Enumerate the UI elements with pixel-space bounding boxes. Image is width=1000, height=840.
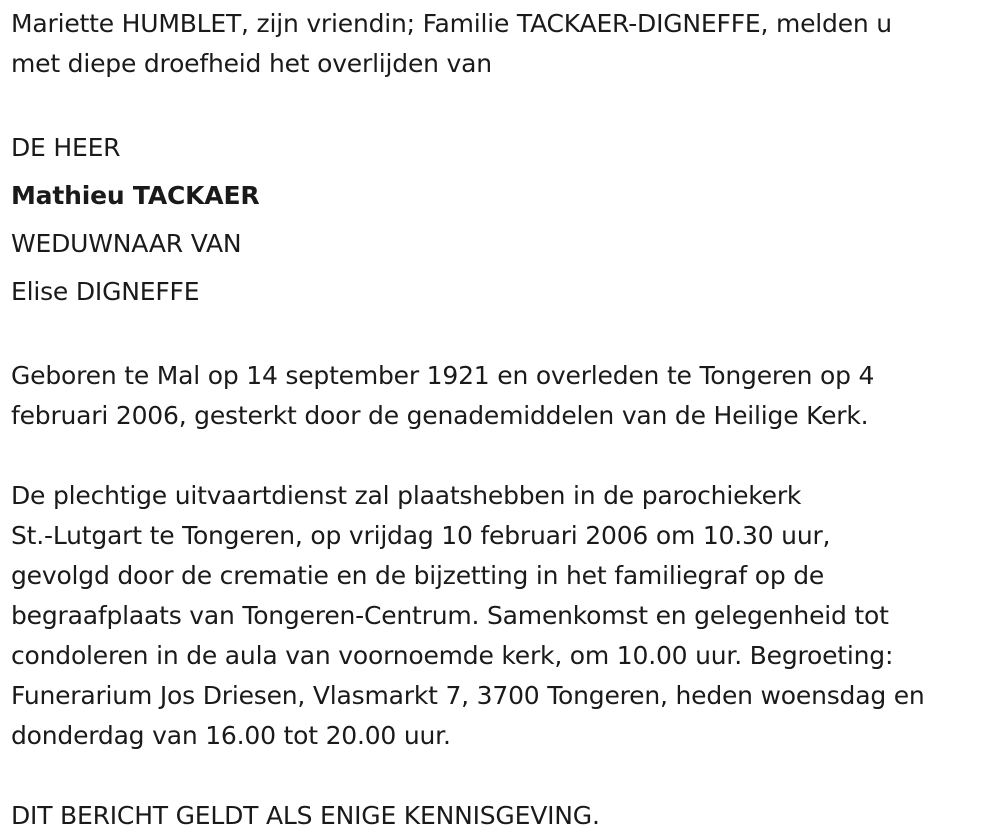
paragraph-gap	[11, 84, 996, 124]
deceased-name: Mathieu TACKAER	[11, 181, 260, 210]
paragraph-gap	[11, 436, 996, 476]
funeral-line: gevolgd door de crematie en de bijzetting in het familiegraf op de	[11, 561, 825, 590]
closing-statement: DIT BERICHT GELDT ALS ENIGE KENNISGEVING.	[11, 801, 600, 830]
birth-death-line: februari 2006, gesterkt door de genademiddelen van de Heilige Kerk.	[11, 401, 869, 430]
funeral-line: De plechtige uitvaartdienst zal plaatshebben in de parochiekerk	[11, 481, 802, 510]
honorific: DE HEER	[11, 133, 121, 162]
intro-line: met diepe droefheid het overlijden van	[11, 49, 492, 78]
obituary-notice	[11, 4, 996, 836]
birth-death-paragraph	[11, 356, 996, 436]
funeral-line: begraafplaats van Tongeren-Centrum. Samenkomst en gelegenheid tot	[11, 601, 889, 630]
paragraph-gap	[11, 756, 996, 796]
relation-label: WEDUWNAAR VAN	[11, 229, 242, 258]
funeral-paragraph	[11, 476, 996, 756]
funeral-line: donderdag van 16.00 tot 20.00 uur.	[11, 721, 451, 750]
spouse-name: Elise DIGNEFFE	[11, 277, 200, 306]
funeral-line: Funerarium Jos Driesen, Vlasmarkt 7, 3700 Tongeren, heden woensdag en	[11, 681, 925, 710]
intro-paragraph	[11, 4, 996, 84]
intro-line: Mariette HUMBLET, zijn vriendin; Familie TACKAER-DIGNEFFE, melden u	[11, 9, 892, 38]
birth-death-line: Geboren te Mal op 14 september 1921 en overleden te Tongeren op 4	[11, 361, 875, 390]
funeral-line: St.-Lutgart te Tongeren, op vrijdag 10 februari 2006 om 10.30 uur,	[11, 521, 831, 550]
funeral-line: condoleren in de aula van voornoemde kerk, om 10.00 uur. Begroeting:	[11, 641, 894, 670]
deceased-block	[11, 124, 996, 316]
paragraph-gap	[11, 316, 996, 356]
